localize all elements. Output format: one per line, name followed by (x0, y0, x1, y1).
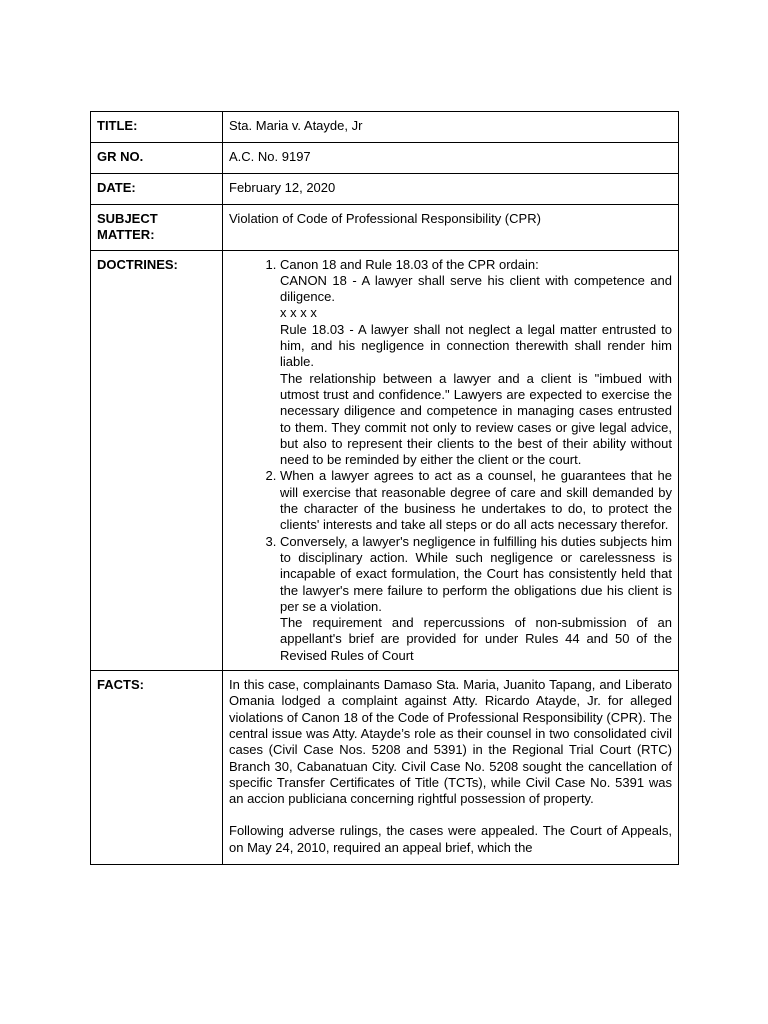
gr-no-value: A.C. No. 9197 (223, 143, 679, 174)
doctrine-text: 1. Canon 18 and Rule 18.03 of the CPR ordain: (280, 256, 539, 272)
date-label: DATE: (91, 174, 223, 205)
facts-label: FACTS: (91, 671, 223, 865)
doctrine-item (280, 257, 672, 469)
subject-label-line1: SUBJECT (97, 211, 158, 226)
doctrines-list (229, 257, 672, 664)
facts-paragraph: Following adverse rulings, the cases were appealed. The Court of Appeals, on May 24, 2010, required an appeal brief, which the (229, 823, 672, 855)
row-doctrines (91, 250, 679, 670)
doctrine-text: CANON 18 - A lawyer shall serve his client with competence and diligence. (280, 272, 672, 305)
row-gr-no (91, 143, 679, 174)
doctrine-text: 3. Conversely, a lawyer's negligence in fulfilling his duties subjects him to disciplinary action. While such negligence or carelessness is incapable of exact formulation, the Court has consistently held that the lawyer's mere failure to perform the obligations due his client is per se a violation. (280, 533, 672, 614)
subject-label-line2: MATTER: (97, 227, 155, 243)
doctrine-text: The relationship between a lawyer and a client is "imbued with utmost trust and confidence." Lawyers are expected to exercise the necessary diligence and competence in managing cases entrusted to them. They commit not only to review cases or give legal advice, but also to represent their clients to the best of their ability without need to be reminded by either the client or the court. (280, 370, 672, 468)
doctrine-text: Rule 18.03 - A lawyer shall not neglect a legal matter entrusted to him, and his negligence in connection therewith shall render him liable. (280, 321, 672, 370)
doctrine-text: x x x x (280, 305, 317, 321)
title-value: Sta. Maria v. Atayde, Jr (223, 112, 679, 143)
doctrine-text: The requirement and repercussions of non-submission of an appellant's brief are provided for under Rules 44 and 50 of the Revised Rules of Court (280, 615, 672, 663)
title-label: TITLE: (91, 112, 223, 143)
doctrine-text: 2. When a lawyer agrees to act as a counsel, he guarantees that he will exercise that reasonable degree of care and skill demanded by the character of the business he undertakes to do, to protect the clients' interests and take all steps or do all acts necessary therefor. (280, 468, 672, 533)
doctrines-label: DOCTRINES: (91, 250, 223, 670)
row-facts (91, 671, 679, 865)
doctrine-item (280, 468, 672, 533)
gr-no-label: GR NO. (91, 143, 223, 174)
subject-matter-value: Violation of Code of Professional Responsibility (CPR) (223, 205, 679, 251)
date-value: February 12, 2020 (223, 174, 679, 205)
facts-value (223, 671, 679, 865)
facts-paragraph: In this case, complainants Damaso Sta. Maria, Juanito Tapang, and Liberato Omania lodged a complaint against Atty. Ricardo Atayde, Jr. for alleged violations of Canon 18 of the Code of Professional Responsibility (CPR). The central issue was Atty. Atayde’s role as their counsel in two consolidated civil cases (Civil Case Nos. 5208 and 5391) in the Regional Trial Court (RTC) Branch 30, Cabanatuan City. Civil Case No. 5208 sought the cancellation of specific Transfer Certificates of Title (TCTs), while Civil Case No. 5391 was an accion publiciana concerning rightful possession of property. (229, 677, 672, 807)
row-subject-matter (91, 205, 679, 251)
doctrine-item (280, 534, 672, 664)
row-date (91, 174, 679, 205)
subject-matter-label (91, 205, 223, 251)
case-digest-table (90, 111, 679, 865)
doctrines-value (223, 250, 679, 670)
row-title (91, 112, 679, 143)
